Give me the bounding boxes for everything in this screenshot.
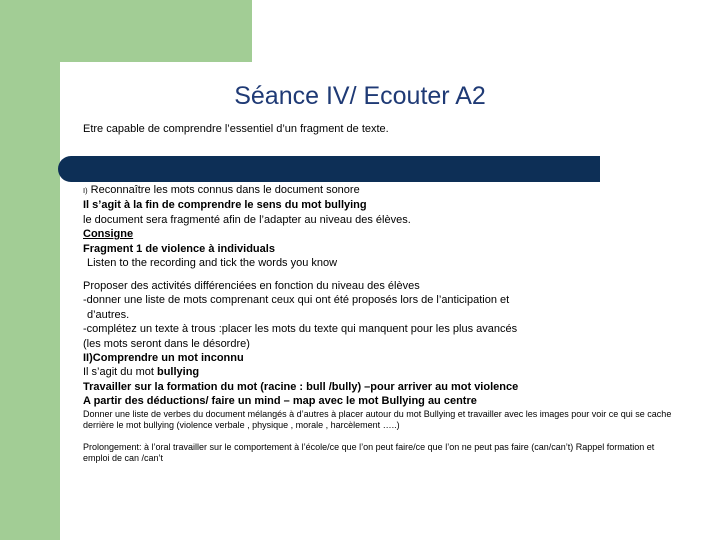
activity-line: Proposer des activités différenciées en fonction du niveau des élèves xyxy=(83,279,420,292)
activity-line: d’autres. xyxy=(87,308,130,321)
section1-prefix: I) xyxy=(83,186,88,195)
section1-heading-line xyxy=(83,183,683,198)
section2-line2 xyxy=(83,365,683,379)
section2-line-prefix: Il s’agit du mot xyxy=(83,366,157,379)
section1-line3: le document sera fragmenté afin de l’adapter au niveau des élèves. xyxy=(83,213,411,226)
activity-line: (les mots seront dans le désordre) xyxy=(83,337,250,350)
section2-heading: II)Comprendre un mot inconnu xyxy=(83,351,244,364)
fragment-label: Fragment 1 de violence à individuals xyxy=(83,242,275,255)
instruction: Listen to the recording and tick the words you know xyxy=(87,257,338,270)
header-bar xyxy=(58,156,600,182)
subtitle: Etre capable de comprendre l’essentiel d’un fragment de texte. xyxy=(83,123,389,135)
section2-line4: A partir des déductions/ faire un mind – map avec le mot Bullying au centre xyxy=(83,395,477,408)
section1-line2: Il s’agit à la fin de comprendre le sens du mot bullying xyxy=(83,199,367,212)
section2-line3: Travailler sur la formation du mot (racine : bull /bully) –pour arriver au mot violence xyxy=(83,380,519,393)
section2-word: bullying xyxy=(156,366,200,379)
section1-heading: Reconnaître les mots connus dans le document sonore xyxy=(90,184,360,196)
consigne-label: Consigne xyxy=(83,228,134,241)
activity-line: -donner une liste de mots comprenant ceux qui ont été proposés lors de l’anticipation et xyxy=(83,294,510,307)
note-prolongement: Prolongement: à l’oral travailler sur le comportement à l’école/ce que l’on peut faire/ce que l’on ne peut pas faire (can/can’t) Rappel formation et emploi de can /can’t xyxy=(83,441,655,464)
decor-green-left xyxy=(0,0,60,540)
page-title: Séance IV/ Ecouter A2 xyxy=(234,82,486,110)
content-body xyxy=(83,183,683,465)
note-verbs: Donner une liste de verbes du document mélangés à d’autres à placer autour du mot Bullying et travailler avec les images pour voir ce qui se cache derrière le mot bullying (violence verbale , physique , morale , harcèlement …..) xyxy=(83,408,672,431)
activity-line: -complétez un texte à trous :placer les mots du texte qui manquent pour les plus avancés xyxy=(83,323,518,336)
